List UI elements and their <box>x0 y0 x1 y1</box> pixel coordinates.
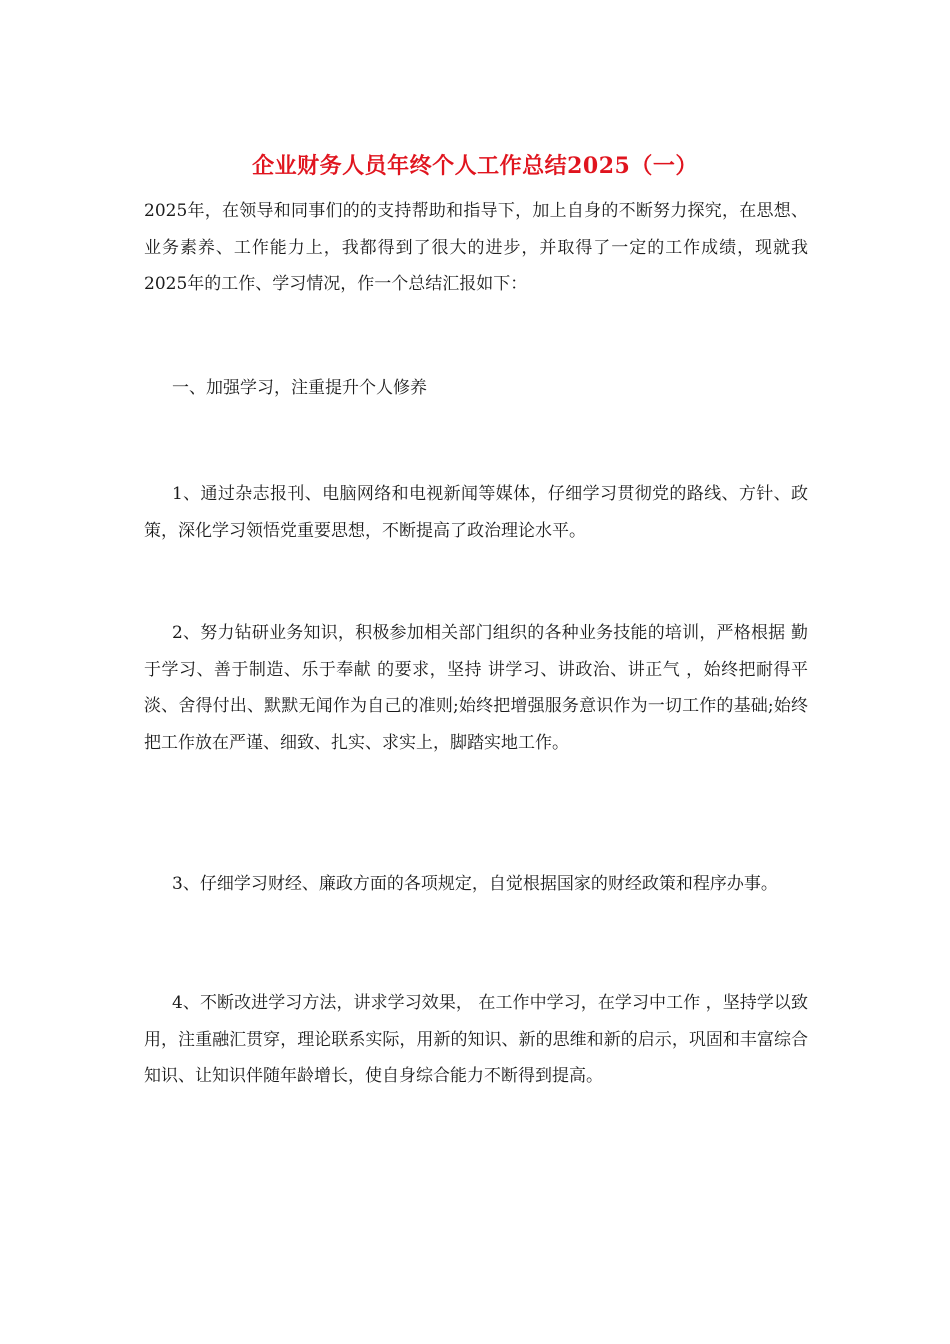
document-title: 企业财务人员年终个人工作总结2025（一） <box>252 153 698 179</box>
intro-paragraph: 2025年，在领导和同事们的的支持帮助和指导下，加上自身的不断努力探究，在思想、业务素养、工作能力上，我都得到了很大的进步，并取得了一定的工作成绩，现就我2025年的工作、学习情况，作一个总结汇报如下： <box>144 201 808 294</box>
list-item-3: 3、仔细学习财经、廉政方面的各项规定，自觉根据国家的财经政策和程序办事。 <box>172 874 778 894</box>
list-item-4: 4、不断改进学习方法，讲求学习效果， 在工作中学习，在学习中工作 ，坚持学以致用，注重融汇贯穿，理论联系实际，用新的知识、新的思维和新的启示，巩固和丰富综合知识、让知识伴随年龄增长，使自身综合能力不断得到提高。 <box>144 993 808 1086</box>
list-item-1: 1、通过杂志报刊、电脑网络和电视新闻等媒体，仔细学习贯彻党的路线、方针、政策，深化学习领悟党重要思想，不断提高了政治理论水平。 <box>144 484 808 541</box>
list-item-2: 2、努力钻研业务知识，积极参加相关部门组织的各种业务技能的培训，严格根据 勤于学习、善于制造、乐于奉献 的要求，坚持 讲学习、讲政治、讲正气 ，始终把耐得平淡、舍得付出、默默无闻作为自己的准则;始终把增强服务意识作为一切工作的基础;始终把工作放在严谨、细致、扎实、求实上，脚踏实地工作。 <box>144 623 808 753</box>
section-heading: 一、加强学习，注重提升个人修养 <box>172 378 427 398</box>
